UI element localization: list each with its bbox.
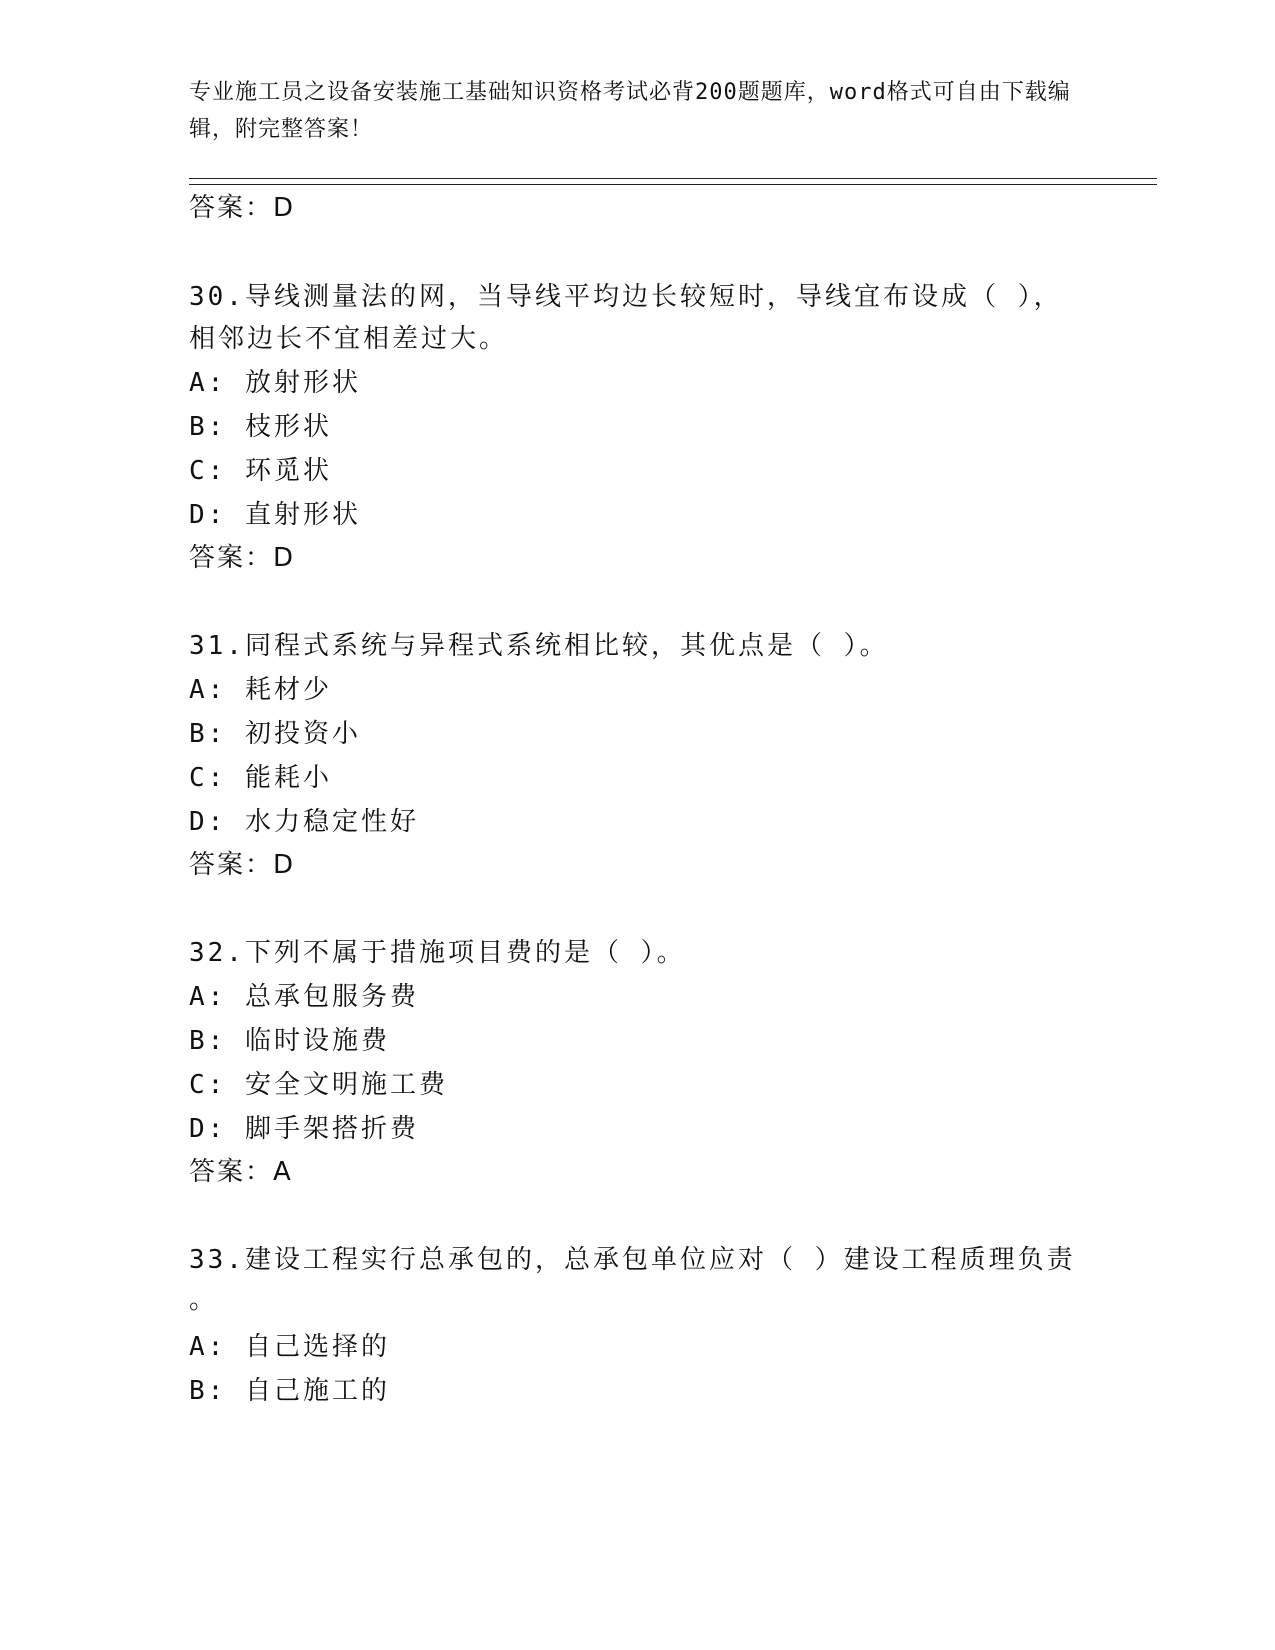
question-33-stem: 33.建设工程实行总承包的，总承包单位应对（ ）建设工程质理负责 <box>189 1245 1076 1275</box>
question-31-option-a: A: 耗材少 <box>189 675 332 705</box>
question-32-option-b: B: 临时设施费 <box>189 1026 390 1056</box>
question-33-stem-continued: 。 <box>189 1285 219 1315</box>
question-30-option-a: A: 放射形状 <box>189 368 361 398</box>
question-32-option-a: A: 总承包服务费 <box>189 982 419 1012</box>
question-30-stem-continued: 相邻边长不宜相差过大。 <box>189 324 509 354</box>
question-31-option-d: D: 水力稳定性好 <box>189 807 419 837</box>
question-31-option-b: B: 初投资小 <box>189 719 361 749</box>
answer-previous: 答案：D <box>189 193 296 223</box>
question-30-option-c: C: 环觅状 <box>189 456 332 486</box>
header-divider-top <box>189 178 1157 179</box>
question-30-stem: 30.导线测量法的网，当导线平均边长较短时，导线宜布设成（ ）， <box>189 282 1063 312</box>
question-32-answer: 答案：A <box>189 1157 293 1187</box>
question-33-option-b: B: 自己施工的 <box>189 1376 390 1406</box>
question-32-option-d: D: 脚手架搭折费 <box>189 1114 419 1144</box>
question-30-option-d: D: 直射形状 <box>189 500 361 530</box>
header-divider-bottom <box>189 184 1157 185</box>
question-31-stem: 31.同程式系统与异程式系统相比较，其优点是（ ）。 <box>189 631 889 661</box>
question-33-option-a: A: 自己选择的 <box>189 1332 390 1362</box>
question-31-option-c: C: 能耗小 <box>189 763 332 793</box>
question-32-option-c: C: 安全文明施工费 <box>189 1070 448 1100</box>
question-30-option-b: B: 枝形状 <box>189 412 332 442</box>
question-32-stem: 32.下列不属于措施项目费的是（ ）。 <box>189 938 686 968</box>
document-header: 专业施工员之设备安装施工基础知识资格考试必背200题题库，word格式可自由下载编辑，附完整答案！ <box>189 80 1071 142</box>
question-31-answer: 答案：D <box>189 850 296 880</box>
question-30-answer: 答案：D <box>189 543 296 573</box>
